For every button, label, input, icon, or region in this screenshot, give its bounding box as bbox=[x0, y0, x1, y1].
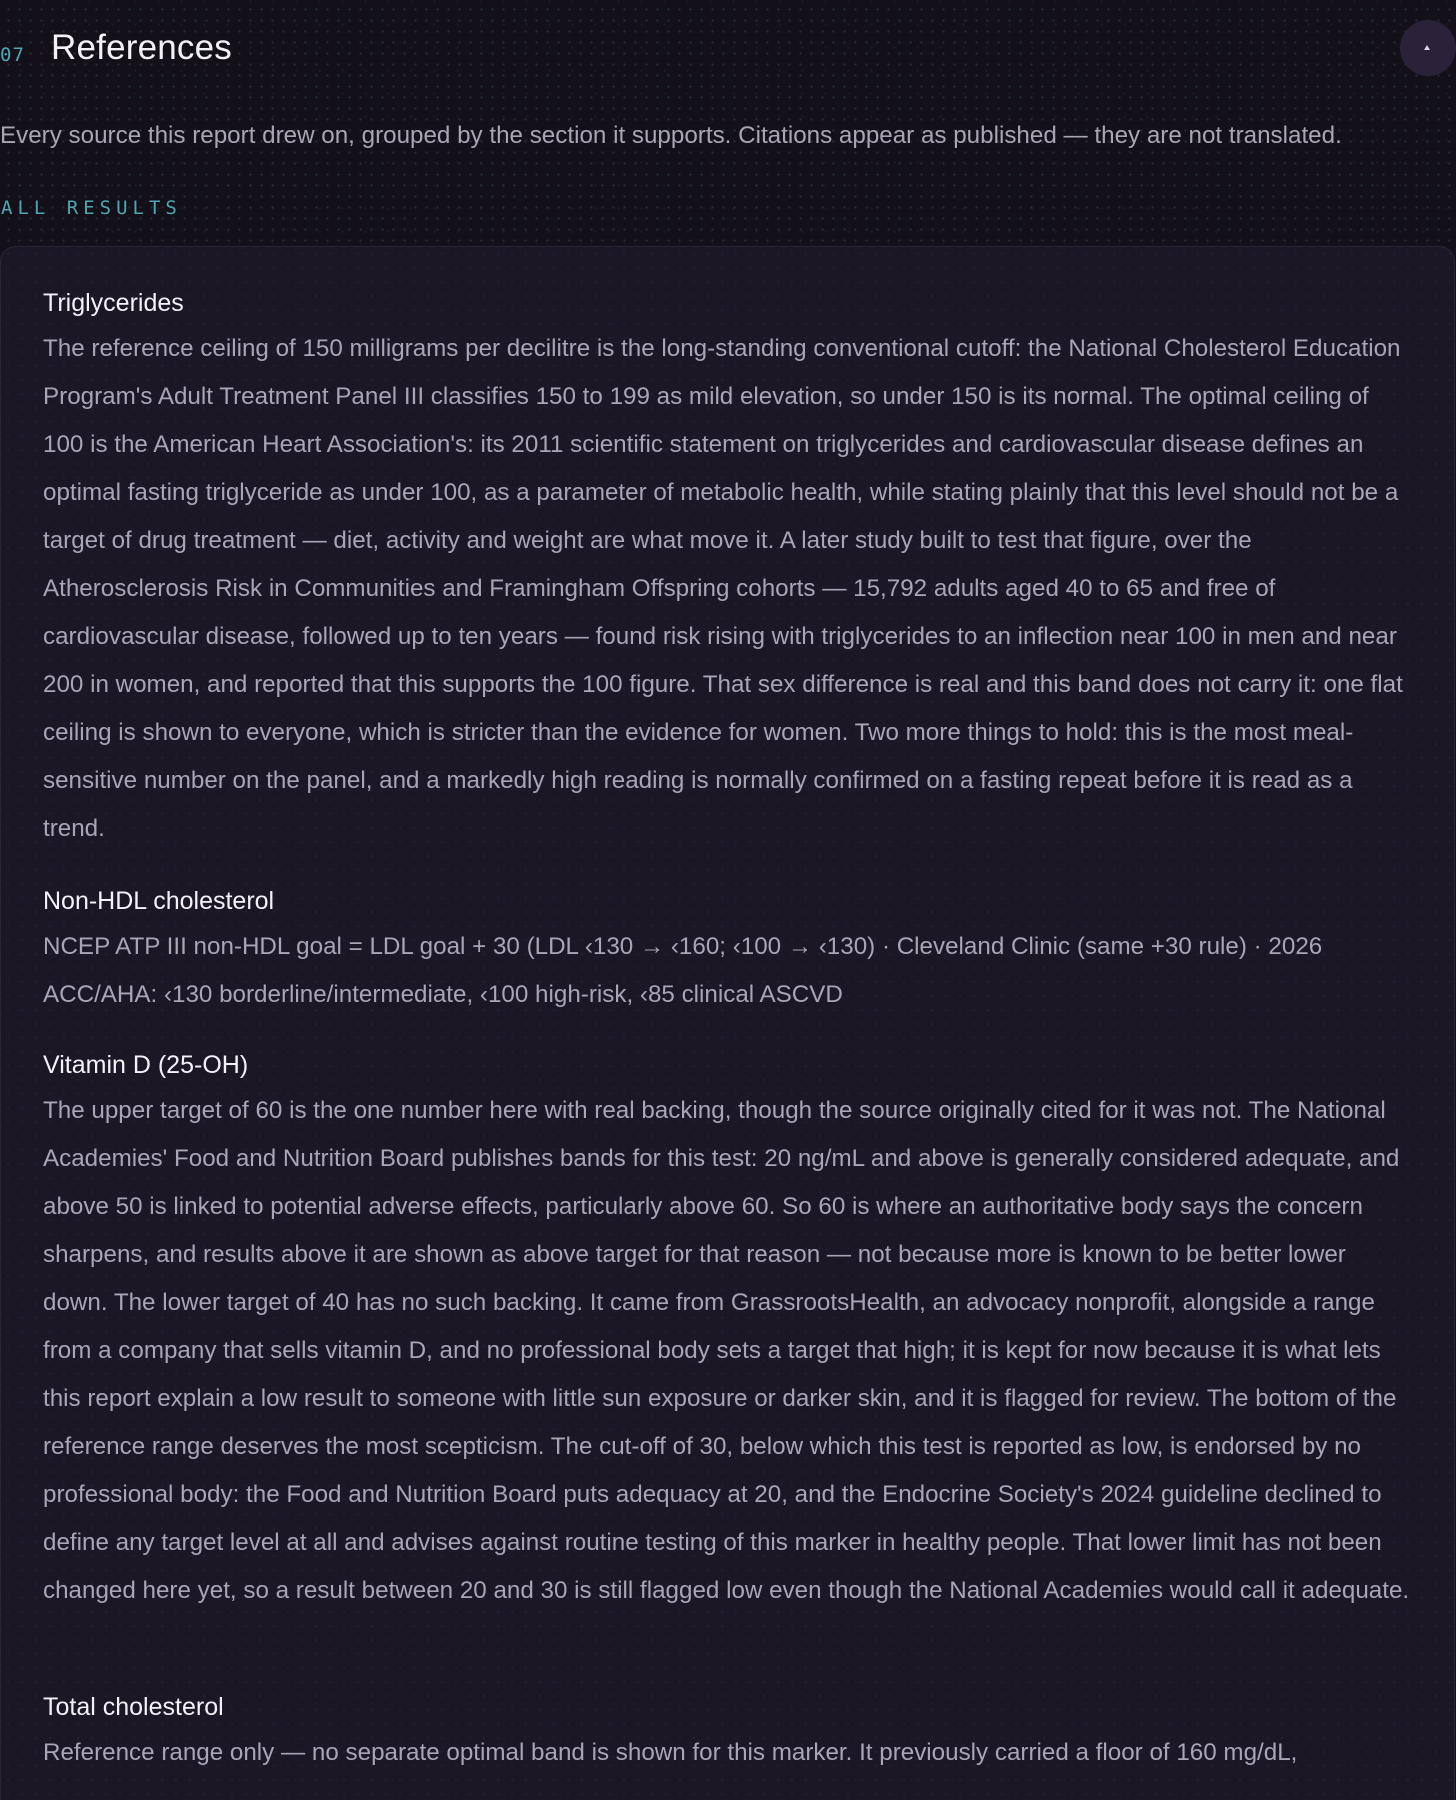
scroll-to-top-button[interactable] bbox=[1400, 20, 1456, 76]
reference-group-triglycerides bbox=[43, 287, 1415, 853]
page-title: References bbox=[51, 28, 232, 67]
arrow-up-icon bbox=[1424, 45, 1430, 50]
reference-group-vitamin-d bbox=[43, 1049, 1415, 1615]
references-card bbox=[0, 246, 1455, 1800]
reference-body: Reference range only — no separate optimal band is shown for this marker. It previously carried a floor of 160 mg/dL, bbox=[43, 1739, 1298, 1766]
reference-heading: Total cholesterol bbox=[43, 1693, 224, 1721]
reference-heading: Non-HDL cholesterol bbox=[43, 887, 275, 915]
reference-heading: Vitamin D (25-OH) bbox=[43, 1051, 249, 1079]
section-header bbox=[0, 18, 1456, 82]
references-intro: Every source this report drew on, grouped by the section it supports. Citations appear as published — they are not translated. bbox=[0, 122, 1342, 149]
reference-body: NCEP ATP III non-HDL goal = LDL goal + 30 (LDL ‹130 → ‹160; ‹100 → ‹130) · Cleveland Clinic (same +30 rule) · 2026 ACC/AHA: ‹130 borderline/intermediate, ‹100 high-risk, ‹85 clinical ASCVD bbox=[43, 933, 1323, 1008]
reference-body: The reference ceiling of 150 milligrams per decilitre is the long-standing conventional cutoff: the National Cholesterol Education Program's Adult Treatment Panel III classifies 150 to 199 as mild elevation, so under 150 is its normal. The optimal ceiling of 100 is the American Heart Association's: its 2011 scientific statement on triglycerides and cardiovascular disease defines an optimal fasting triglyceride as under 100, as a parameter of metabolic health, while stating plainly that this level should not be a target of drug treatment — diet, activity and weight are what move it. A later study built to test that figure, over the Atherosclerosis Risk in Communities and Framingham Offspring cohorts — 15,792 adults aged 40 to 65 and free of cardiovascular disease, followed up to ten years — found risk rising with triglycerides to an inflection near 100 in men and near 200 in women, and reported that this supports the 100 figure. That sex difference is real and this band does not carry it: one flat ceiling is shown to everyone, which is stricter than the evidence for women. Two more things to hold: this is the most meal-sensitive number on the panel, and a markedly high reading is normally confirmed on a fasting repeat before it is read as a trend. bbox=[43, 335, 1403, 842]
reference-body: The upper target of 60 is the one number here with real backing, though the source originally cited for it was not. The National Academies' Food and Nutrition Board publishes bands for this test: 20 ng/mL and above is generally considered adequate, and above 50 is linked to potential adverse effects, particularly above 60. So 60 is where an authoritative body says the concern sharpens, and results above it are shown as above target for that reason — not because more is known to be better lower down. The lower target of 40 has no such backing. It came from GrassrootsHealth, an advocacy nonprofit, alongside a range from a company that sells vitamin D, and no professional body sets a target that high; it is kept for now because it is what lets this report explain a low result to someone with little sun exposure or darker skin, and it is flagged for review. The bottom of the reference range deserves the most scepticism. The cut-off of 30, below which this test is reported as low, is endorsed by no professional body: the Food and Nutrition Board puts adequacy at 20, and the Endocrine Society's 2024 guideline declined to define any target level at all and advises against routine testing of this marker in healthy people. That lower limit has not been changed here yet, so a result between 20 and 30 is still flagged low even though the National Academies would call it adequate. bbox=[43, 1097, 1410, 1604]
section-number: 07 bbox=[0, 44, 25, 66]
filter-all-results[interactable]: ALL RESULTS bbox=[1, 197, 182, 219]
reference-group-non-hdl-cholesterol bbox=[43, 885, 1415, 1019]
reference-heading: Triglycerides bbox=[43, 289, 184, 317]
reference-group-total-cholesterol bbox=[43, 1691, 1415, 1777]
